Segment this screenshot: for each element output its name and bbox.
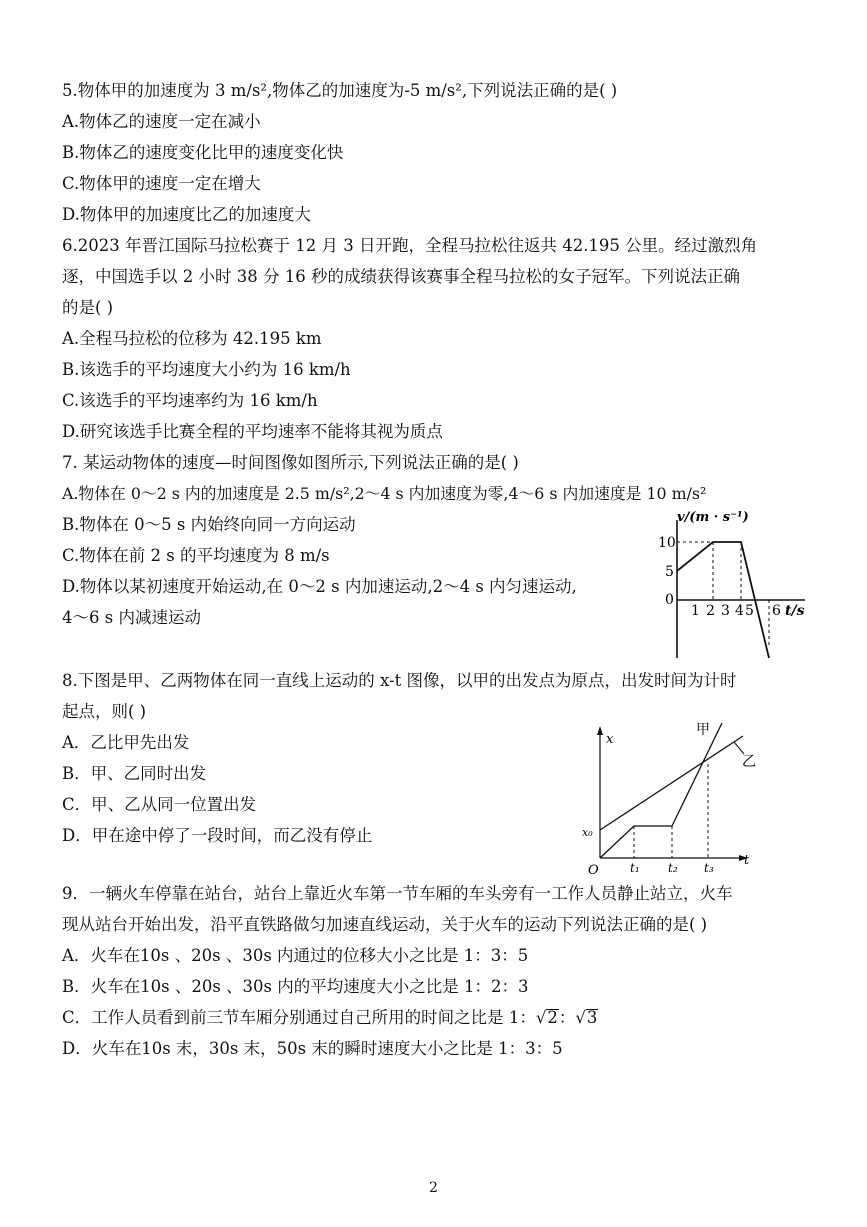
q7-option-c: C.物体在前 2 s 的平均速度为 8 m/s bbox=[62, 546, 330, 565]
sqrt-3: 3 bbox=[586, 1008, 598, 1027]
q6-option-a: A.全程马拉松的位移为 42.195 km bbox=[62, 329, 322, 348]
yi-pointer bbox=[734, 742, 744, 754]
q7-stem: 7. 某运动物体的速度—时间图像如图所示,下列说法正确的是( ) bbox=[62, 453, 519, 472]
q7-option-d-line1: D.物体以某初速度开始运动,在 0～2 s 内加速运动,2～4 s 内匀速运动, bbox=[62, 577, 577, 596]
q5-option-a: A.物体乙的速度一定在减小 bbox=[62, 112, 261, 131]
x-axis-arrow bbox=[597, 726, 603, 735]
q9-option-c: C．工作人员看到前三节车厢分别通过自己所用的时间之比是 1：√2：√3 bbox=[62, 1008, 598, 1027]
page-number: 2 bbox=[429, 1180, 438, 1196]
x-tick-4: 4 bbox=[735, 603, 744, 619]
q9-stem-line2: 现从站台开始出发，沿平直铁路做匀加速直线运动，关于火车的运动下列说法正确的是( ) bbox=[62, 915, 708, 934]
q6-option-c: C.该选手的平均速率约为 16 km/h bbox=[62, 391, 318, 410]
q9-option-c-text: C．工作人员看到前三节车厢分别通过自己所用的时间之比是 1： bbox=[62, 1008, 536, 1027]
x0-label: x₀ bbox=[582, 826, 593, 839]
q9-option-d: D．火车在10s 末，30s 末，50s 末的瞬时速度大小之比是 1：3：5 bbox=[62, 1039, 563, 1058]
q8-option-d: D．甲在途中停了一段时间，而乙没有停止 bbox=[62, 826, 373, 845]
q8-position-time-graph bbox=[578, 718, 758, 878]
q6-stem-line2: 逐，中国选手以 2 小时 38 分 16 秒的成绩获得该赛事全程马拉松的女子冠军。下列说法正确 bbox=[62, 267, 740, 286]
q7-option-b: B.物体在 0～5 s 内始终向同一方向运动 bbox=[62, 515, 356, 534]
q7-option-d-line2: 4～6 s 内减速运动 bbox=[62, 608, 201, 627]
t-axis-label: t bbox=[744, 853, 750, 868]
x-tick-3: 3 bbox=[721, 603, 730, 619]
q8-option-a: A．乙比甲先出发 bbox=[62, 733, 190, 752]
t2-label: t₂ bbox=[668, 861, 678, 875]
q6-option-b: B.该选手的平均速度大小约为 16 km/h bbox=[62, 360, 351, 379]
x-tick-1: 1 bbox=[691, 603, 700, 619]
x-tick-6: 6 bbox=[772, 603, 781, 619]
y-tick-10: 10 bbox=[658, 535, 676, 551]
t-axis-label: t/s bbox=[785, 603, 805, 619]
q5-option-c: C.物体甲的速度一定在增大 bbox=[62, 174, 261, 193]
q9-stem-line1: 9．一辆火车停靠在站台，站台上靠近火车第一节车厢的车头旁有一工作人员静止站立，火车 bbox=[62, 884, 733, 903]
q6-stem-line3: 的是( ) bbox=[62, 298, 114, 317]
x-axis-label: x bbox=[606, 732, 614, 747]
q7-velocity-time-graph bbox=[655, 508, 815, 663]
x-tick-5: 5 bbox=[745, 603, 754, 619]
q8-stem-line2: 起点，则( ) bbox=[62, 702, 147, 721]
yi-label: 乙 bbox=[742, 754, 756, 770]
jia-label: 甲 bbox=[696, 722, 710, 738]
origin-label: O bbox=[588, 863, 599, 878]
y-tick-5: 5 bbox=[665, 564, 674, 580]
q5-stem: 5.物体甲的加速度为 3 m/s²,物体乙的加速度为-5 m/s²,下列说法正确的是( ) bbox=[62, 81, 618, 100]
q7-option-a: A.物体在 0～2 s 内的加速度是 2.5 m/s²,2～4 s 内加速度为零,4～6 s 内加速度是 10 m/s² bbox=[62, 484, 707, 503]
t3-label: t₃ bbox=[704, 861, 714, 875]
t1-label: t₁ bbox=[630, 861, 640, 875]
q8-option-b: B．甲、乙同时出发 bbox=[62, 764, 207, 783]
v-axis-label: v/(m · s⁻¹) bbox=[677, 510, 749, 525]
origin-label: 0 bbox=[665, 592, 674, 608]
q5-option-b: B.物体乙的速度变化比甲的速度变化快 bbox=[62, 143, 344, 162]
q9-option-b: B．火车在10s 、20s 、30s 内的平均速度大小之比是 1：2：3 bbox=[62, 977, 529, 996]
sqrt-2: 2 bbox=[547, 1008, 558, 1027]
yi-line bbox=[600, 736, 743, 830]
q8-stem-line1: 8.下图是甲、乙两物体在同一直线上运动的 x-t 图像，以甲的出发点为原点，出发时间为计时 bbox=[62, 671, 737, 690]
q9-option-a: A．火车在10s 、20s 、30s 内通过的位移大小之比是 1：3：5 bbox=[62, 946, 529, 965]
x-tick-2: 2 bbox=[706, 603, 715, 619]
q6-option-d: D.研究该选手比赛全程的平均速率不能将其视为质点 bbox=[62, 422, 443, 441]
q6-stem-line1: 6.2023 年晋江国际马拉松赛于 12 月 3 日开跑，全程马拉松往返共 42.195 公里。经过激烈角 bbox=[62, 236, 758, 255]
q8-option-c: C．甲、乙从同一位置出发 bbox=[62, 795, 257, 814]
ratio-separator: ： bbox=[558, 1008, 576, 1027]
q5-option-d: D.物体甲的加速度比乙的加速度大 bbox=[62, 205, 311, 224]
